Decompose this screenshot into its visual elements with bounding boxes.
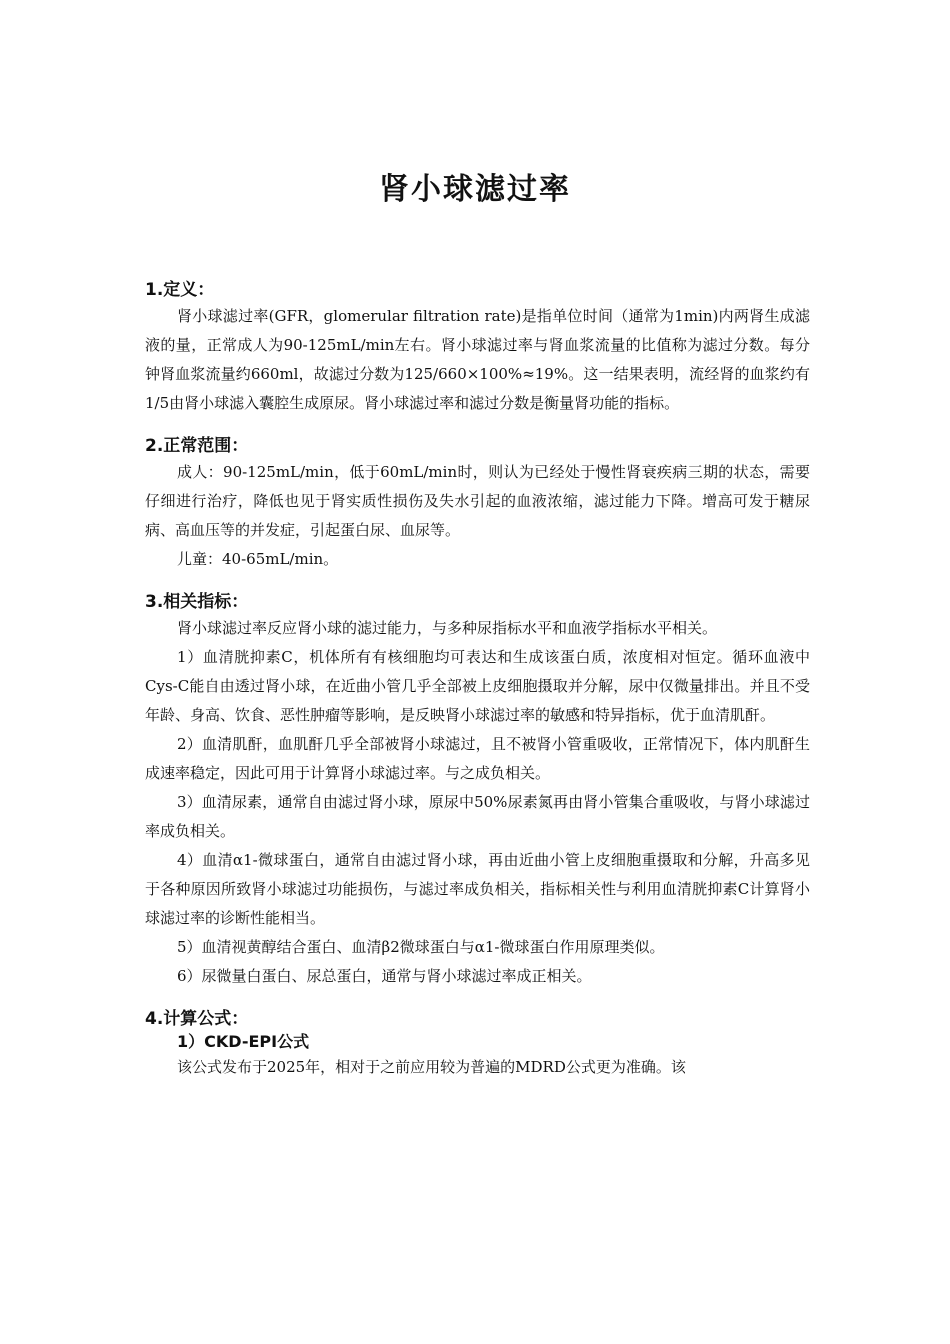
document-body xyxy=(145,278,810,1082)
paragraph: 成人：90-125mL/min，低于60mL/min时，则认为已经处于慢性肾衰疾病三期的状态，需要仔细进行治疗，降低也见于肾实质性损伤及失水引起的血液浓缩，滤过能力下降。增高可发于糖尿病、高血压等的并发症，引起蛋白尿、血尿等。 xyxy=(145,463,810,539)
paragraph: 儿童：40-65mL/min。 xyxy=(177,550,339,568)
section-heading: 2.正常范围： xyxy=(145,436,249,456)
paragraph: 4）血清α1-微球蛋白，通常自由滤过肾小球，再由近曲小管上皮细胞重摄取和分解，升高多见于各种原因所致肾小球滤过功能损伤，与滤过率成负相关，指标相关性与利用血清胱抑素C计算肾小球滤过率的诊断性能相当。 xyxy=(145,851,810,927)
section-related-indicators xyxy=(145,590,810,991)
section-heading: 1.定义： xyxy=(145,280,215,300)
page-title: 肾小球滤过率 xyxy=(379,172,571,208)
paragraph: 3）血清尿素，通常自由滤过肾小球，原尿中50%尿素氮再由肾小管集合重吸收，与肾小球滤过率成负相关。 xyxy=(145,793,810,840)
section-heading: 3.相关指标： xyxy=(145,592,249,612)
sub-heading: 1）CKD-EPI公式 xyxy=(177,1032,310,1051)
paragraph: 6）尿微量白蛋白、尿总蛋白，通常与肾小球滤过率成正相关。 xyxy=(177,967,592,985)
paragraph: 肾小球滤过率(GFR，glomerular filtration rate)是指单位时间（通常为1min)内两肾生成滤液的量，正常成人为90-125mL/min左右。肾小球滤过率与肾血浆流量的比值称为滤过分数。每分钟肾血浆流量约660ml，故滤过分数为125/660×100%≈19%。这一结果表明，流经肾的血浆约有1/5由肾小球滤入囊腔生成原尿。肾小球滤过率和滤过分数是衡量肾功能的指标。 xyxy=(145,307,810,412)
section-heading: 4.计算公式： xyxy=(145,1009,249,1029)
paragraph: 2）血清肌酐，血肌酐几乎全部被肾小球滤过，且不被肾小管重吸收，正常情况下，体内肌酐生成速率稳定，因此可用于计算肾小球滤过率。与之成负相关。 xyxy=(145,735,810,782)
paragraph: 肾小球滤过率反应肾小球的滤过能力，与多种尿指标水平和血液学指标水平相关。 xyxy=(177,619,718,637)
section-normal-range xyxy=(145,434,810,574)
section-definition xyxy=(145,278,810,418)
section-formula xyxy=(145,1007,810,1082)
paragraph: 5）血清视黄醇结合蛋白、血清β2微球蛋白与α1-微球蛋白作用原理类似。 xyxy=(177,938,665,956)
paragraph: 1）血清胱抑素C，机体所有有核细胞均可表达和生成该蛋白质，浓度相对恒定。循环血液中Cys-C能自由透过肾小球，在近曲小管几乎全部被上皮细胞摄取并分解，尿中仅微量排出。并且不受年龄、身高、饮食、恶性肿瘤等影响，是反映肾小球滤过率的敏感和特异指标，优于血清肌酐。 xyxy=(145,648,810,724)
paragraph: 该公式发布于2025年，相对于之前应用较为普遍的MDRD公式更为准确。该 xyxy=(177,1058,686,1076)
